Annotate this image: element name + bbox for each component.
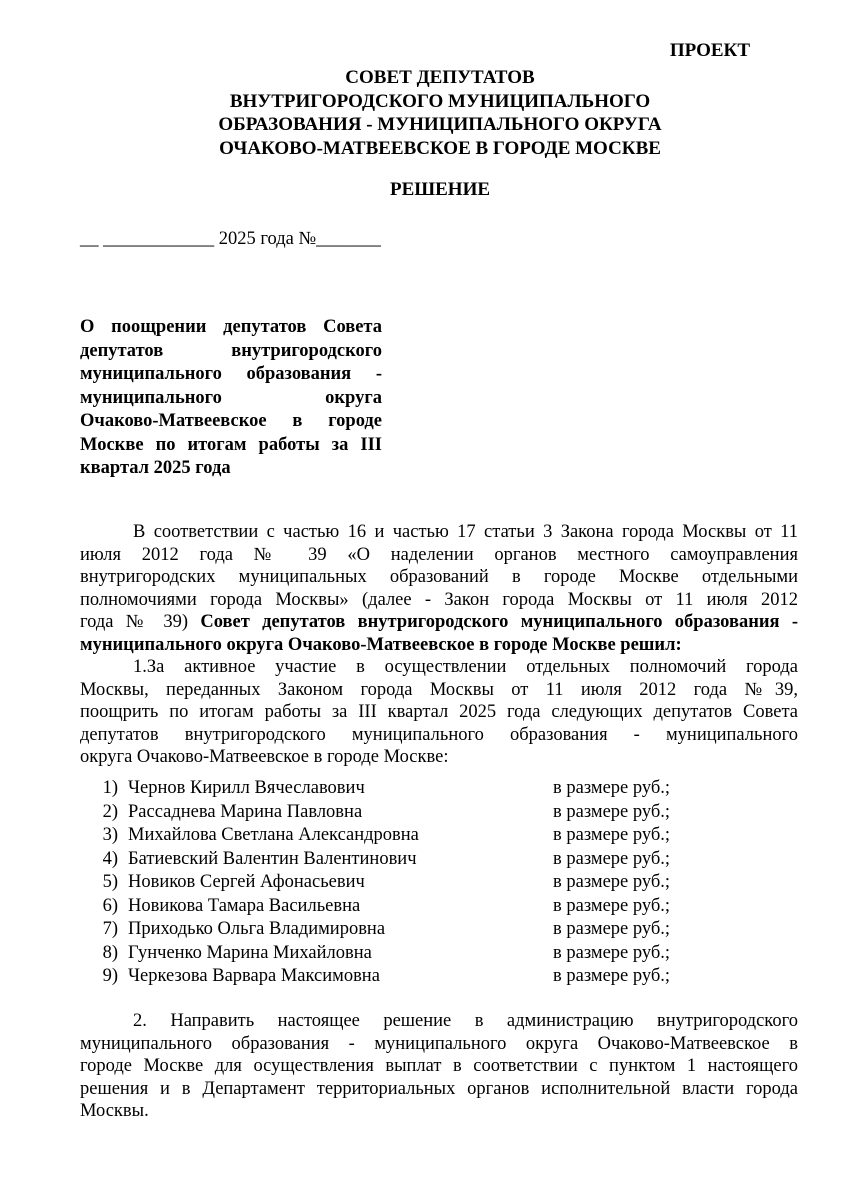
deputy-name: Новиков Сергей Афонасьевич <box>128 872 365 892</box>
point-1-line: Москвы, переданных Законом города Москвы от 11 июля 2012 года №39, <box>80 679 798 700</box>
preamble-line: В соответствии с частью 16 и частью 17 статьи 3 Закона города Москвы от 11 <box>133 522 798 542</box>
deputy-name: Чернов Кирилл Вячеславович <box>128 778 365 798</box>
reward-amount: в размере руб.; <box>553 848 671 869</box>
list-item-number: 9) <box>102 966 118 986</box>
deputy-name: Рассаднева Марина Павловна <box>128 801 363 822</box>
subject-line: муниципального образования - <box>80 364 382 384</box>
list-item <box>80 872 798 896</box>
deputy-name: Батиевский Валентин Валентинович <box>128 848 417 869</box>
deputy-name: Новикова Тамара Васильевна <box>128 895 361 916</box>
list-item-number: 8) <box>102 942 118 963</box>
point-1-line: депутатов внутригородского муниципального образования - муниципального <box>80 724 798 745</box>
deputy-name: Гунченко Марина Михайловна <box>128 942 372 963</box>
deputy-name: Приходько Ольга Владимировна <box>128 919 386 939</box>
list-item <box>80 919 798 943</box>
point-2-line: муниципального образования - муниципального округа Очаково-Матвеевское в <box>80 1033 798 1054</box>
reward-amount: в размере руб.; <box>553 778 671 798</box>
decision-subject <box>80 316 382 481</box>
list-item <box>80 825 798 849</box>
list-item <box>80 966 798 990</box>
subject-line: Москве по итогам работы за III <box>80 434 382 455</box>
subject-line: квартал 2025 года <box>80 458 231 478</box>
preamble-line <box>80 611 798 634</box>
preamble-and-point-1 <box>80 521 798 769</box>
point-2-line: решения и в Департамент территориальных органов исполнительной власти города <box>80 1078 798 1099</box>
council-resolves-text: Совет депутатов внутригородского муниципального образования - <box>200 612 798 632</box>
preamble-line: июля 2012 года № 39 «О наделении органов местного самоуправления <box>80 544 798 565</box>
list-item <box>80 802 798 826</box>
list-item-number: 7) <box>102 919 118 939</box>
point-1-line: поощрить по итогам работы за III квартал 2025 года следующих депутатов Совета <box>80 702 798 722</box>
reward-amount: в размере руб.; <box>553 966 671 986</box>
point-2-line: Москвы. <box>80 1101 149 1121</box>
council-title-line: СОВЕТ ДЕПУТАТОВ <box>345 67 535 88</box>
subject-line: Очаково-Матвеевское в городе <box>80 411 382 431</box>
list-item-number: 6) <box>102 895 118 916</box>
preamble-line: полномочиями города Москвы» (далее - Закон города Москвы от 11 июля 2012 <box>80 589 798 610</box>
preamble-line: внутригородских муниципальных образований в городе Москве отдельными <box>80 567 798 587</box>
council-resolves-text: муниципального округа Очаково-Матвеевское в городе Москве решил: <box>80 634 682 655</box>
deputy-name: Черкезова Варвара Максимовна <box>128 966 380 986</box>
list-item <box>80 896 798 920</box>
list-item-number: 2) <box>102 801 118 822</box>
council-title <box>80 66 800 160</box>
council-title-line: ВНУТРИГОРОДСКОГО МУНИЦИПАЛЬНОГО <box>229 90 651 112</box>
council-title-line: ОБРАЗОВАНИЯ - МУНИЦИПАЛЬНОГО ОКРУГА <box>218 114 662 135</box>
point-2 <box>80 1010 798 1123</box>
subject-line: муниципального округа <box>80 387 382 408</box>
reward-amount: в размере руб.; <box>553 919 671 939</box>
reward-amount: в размере руб.; <box>553 895 671 916</box>
council-title-line: ОЧАКОВО-МАТВЕЕВСКОЕ В ГОРОДЕ МОСКВЕ <box>219 137 661 159</box>
draft-label: ПРОЕКТ <box>669 40 750 61</box>
subject-line: О поощрении депутатов Совета <box>80 317 382 337</box>
deputies-list <box>80 778 798 990</box>
reward-amount: в размере руб.; <box>553 942 671 963</box>
list-item-number: 1) <box>102 778 118 798</box>
point-1-line: округа Очаково-Матвеевское в городе Москве: <box>80 747 449 767</box>
list-item-number: 3) <box>102 825 118 845</box>
subject-line: депутатов внутригородского <box>80 340 382 361</box>
reward-amount: в размере руб.; <box>553 872 671 892</box>
deputy-name: Михайлова Светлана Александровна <box>128 825 419 845</box>
list-item-number: 5) <box>102 872 118 892</box>
decision-title: РЕШЕНИЕ <box>389 179 491 200</box>
point-1-line: 1.За активное участие в осуществлении отдельных полномочий города <box>133 657 798 677</box>
point-2-line: 2. Направить настоящее решение в администрацию внутригородского <box>133 1011 798 1031</box>
preamble-law-ref: года № 39) <box>80 612 201 632</box>
date-number-line: __ ____________ 2025 года №_______ <box>80 229 381 249</box>
reward-amount: в размере руб.; <box>553 801 671 822</box>
list-item-number: 4) <box>102 848 118 869</box>
list-item <box>80 849 798 873</box>
point-2-line: городе Москве для осуществления выплат в соответствии с пунктом 1 настоящего <box>80 1056 798 1076</box>
list-item <box>80 943 798 967</box>
list-item <box>80 778 798 802</box>
reward-amount: в размере руб.; <box>553 825 671 845</box>
